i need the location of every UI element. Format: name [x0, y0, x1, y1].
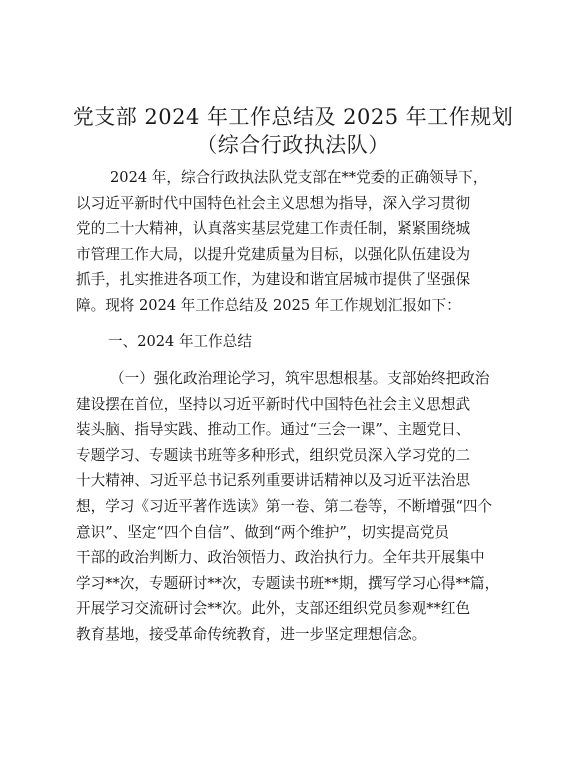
- section-heading: 一、2024 年工作总结: [108, 333, 252, 350]
- text-line: 十大精神、习近平总书记系列重要讲话精神以及习近平法治思: [76, 472, 471, 490]
- text-line: 学习**次，专题研讨**次，专题读书班**期，撰写学习心得**篇，: [76, 574, 500, 592]
- text-line: 开展学习交流研讨会**次。此外，支部还组织党员参观**红色: [76, 600, 471, 618]
- document-subtitle: （综合行政执法队）: [196, 133, 390, 157]
- text-line: 建设摆在首位，坚持以习近平新时代中国特色社会主义思想武: [76, 395, 471, 413]
- text-line: 专题学习、专题读书班等多种形式，组织党员深入学习党的二: [76, 446, 471, 464]
- text-line: 干部的政治判断力、政治领悟力、政治执行力。全年共开展集中: [76, 549, 485, 567]
- text-line: 抓手，扎实推进各项工作，为建设和谐宜居城市提供了坚强保: [76, 271, 471, 289]
- text-line: 意识”、坚定“四个自信”、做到“两个维护”，切实提高党员: [76, 523, 449, 541]
- intro-paragraph: [76, 165, 516, 319]
- text-line: 障。现将 2024 年工作总结及 2025 年工作规划汇报如下：: [76, 296, 461, 314]
- text-line: 2024 年，综合行政执法队党支部在**党委的正确领导下，: [110, 169, 488, 186]
- text-line: 装头脑、指导实践、推动工作。通过“三会一课”、主题党日、: [76, 421, 471, 439]
- section-paragraph: [76, 366, 516, 648]
- text-line: 市管理工作大局，以提升党建质量为目标，以强化队伍建设为: [76, 245, 471, 263]
- document-title: 党支部 2024 年工作总结及 2025 年工作规划: [72, 105, 514, 129]
- text-line: 以习近平新时代中国特色社会主义思想为指导，深入学习贯彻: [76, 194, 471, 212]
- text-line: 教育基地，接受革命传统教育，进一步坚定理想信念。: [76, 625, 427, 643]
- text-line: 党的二十大精神，认真落实基层党建工作责任制，紧紧围绕城: [76, 220, 471, 238]
- text-line: （一）强化政治理论学习，筑牢思想根基。支部始终把政治: [110, 370, 490, 387]
- text-line: 想，学习《习近平著作选读》第一卷、第二卷等，不断增强“四个: [76, 497, 493, 515]
